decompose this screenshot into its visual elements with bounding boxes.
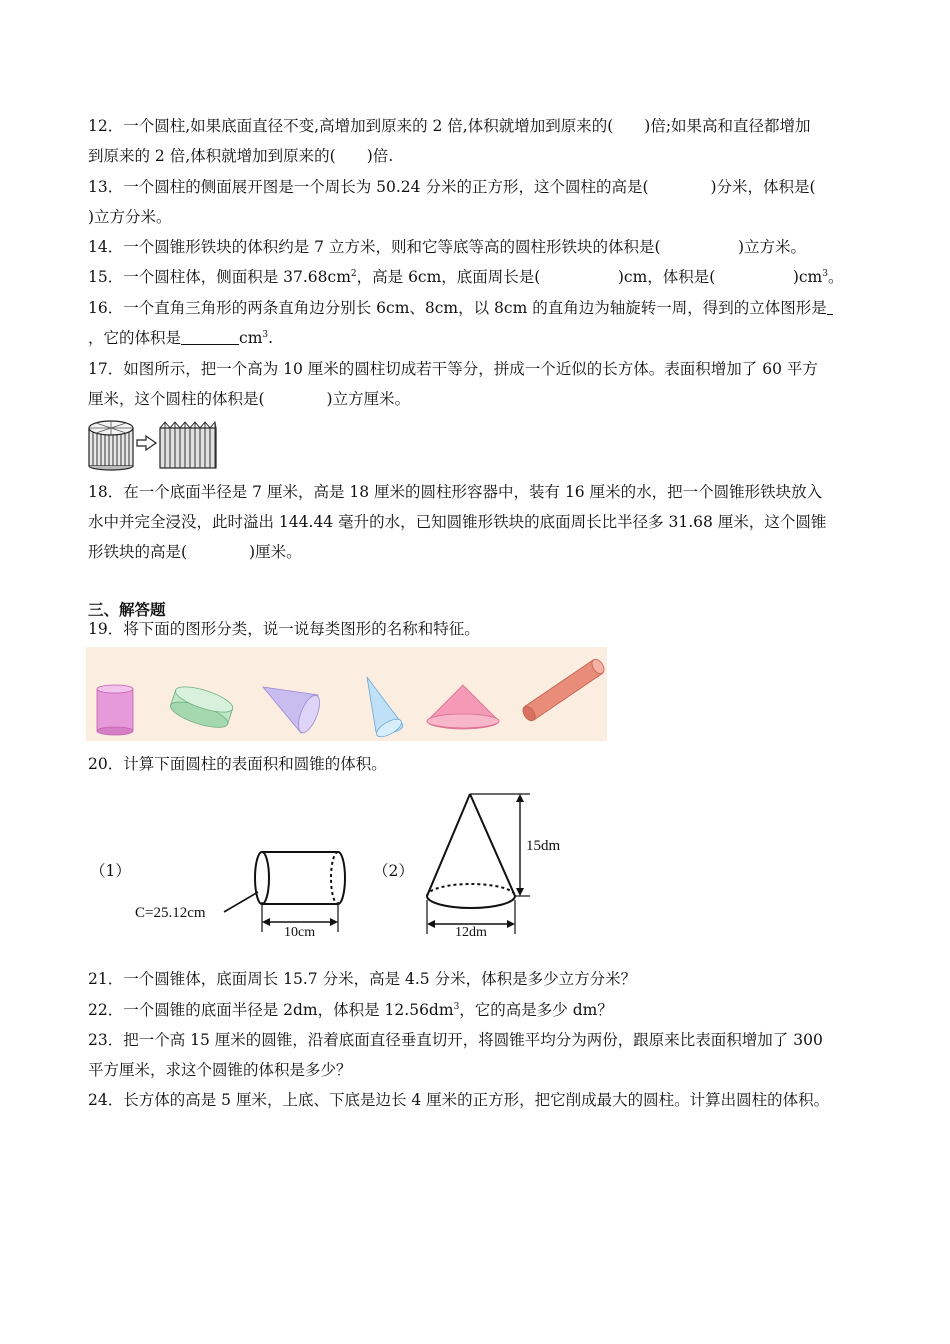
arrow-right-icon bbox=[137, 436, 156, 450]
sliced-cylinder-icon bbox=[89, 421, 133, 470]
cone-diagram bbox=[418, 788, 568, 943]
approximate-cuboid-icon bbox=[160, 422, 216, 468]
question-16-text: 16．一个直角三角形的两条直角边分别长 6cm、8cm，以 8cm 的直角边为轴旋转一周，得到的立体图形是 bbox=[88, 299, 827, 317]
cylinder-diagram bbox=[130, 840, 355, 945]
question-13-line-1: 13．一个圆柱的侧面展开图是一个周长为 50.24 分米的正方形，这个圆柱的高是( )分米，体积是( bbox=[88, 178, 816, 196]
shapes-panel bbox=[86, 647, 607, 741]
question-15-part-a: 15．一个圆柱体，侧面积是 37.68cm bbox=[88, 268, 351, 286]
question-16-line-1 bbox=[88, 298, 833, 318]
question-15 bbox=[88, 267, 844, 287]
superscript: 3 bbox=[453, 1002, 460, 1012]
question-18-line-3: 形铁块的高是( )厘米。 bbox=[88, 543, 302, 561]
question-19: 19．将下面的图形分类，说一说每类图形的名称和特征。 bbox=[88, 620, 480, 638]
superscript: 2 bbox=[350, 269, 357, 279]
question-23-line-1: 23．把一个高 15 厘米的圆锥，沿着底面直径垂直切开，将圆锥平均分为两份，跟原来比表面积增加了 300 bbox=[88, 1031, 823, 1049]
question-20: 20．计算下面圆柱的表面积和圆锥的体积。 bbox=[88, 755, 387, 773]
question-17-line-1: 17．如图所示，把一个高为 10 厘米的圆柱切成若干等分，拼成一个近似的长方体。表面积增加了 60 平方 bbox=[88, 360, 818, 378]
question-22-part-b: ，它的高是多少 dm？ bbox=[459, 1001, 613, 1019]
cone-diameter-label: 12dm bbox=[455, 925, 487, 940]
circumference-label: C=25.12cm bbox=[135, 905, 206, 921]
figure-label-2: （2） bbox=[373, 862, 414, 880]
cylinder-length-label: 10cm bbox=[284, 925, 316, 940]
shapes-panel-background bbox=[86, 647, 607, 741]
period: . bbox=[268, 329, 274, 347]
pink-cylinder-icon bbox=[97, 685, 133, 735]
question-16-line-2 bbox=[88, 328, 273, 348]
figure-label-1: （1） bbox=[90, 862, 131, 880]
section-heading: 三、解答题 bbox=[88, 600, 166, 619]
superscript: 3 bbox=[822, 269, 828, 279]
answer-blank bbox=[181, 330, 239, 345]
question-15-part-b: ，高是 6cm，底面周长是( )cm，体积是( )cm bbox=[356, 268, 823, 286]
question-17-line-2: 厘米，这个圆柱的体积是( )立方厘米。 bbox=[88, 390, 411, 408]
question-18-line-1: 18．在一个底面半径是 7 厘米，高是 18 厘米的圆柱形容器中，装有 16 厘米的水，把一个圆锥形铁块放入 bbox=[88, 483, 823, 501]
question-14: 14．一个圆锥形铁块的体积约是 7 立方米，则和它等底等高的圆柱形铁块的体积是( )立方米。 bbox=[88, 238, 807, 256]
question-12-line-1: 12．一个圆柱,如果底面直径不变,高增加到原来的 2 倍,体积就增加到原来的( )倍;如果高和直径都增加 bbox=[88, 117, 811, 135]
question-22-part-a: 22．一个圆锥的底面半径是 2dm，体积是 12.56dm bbox=[88, 1001, 454, 1019]
question-12-line-2: 到原来的 2 倍,体积就增加到原来的( )倍. bbox=[88, 147, 394, 165]
question-16-text-b: ，它的体积是 bbox=[88, 329, 182, 347]
question-21: 21．一个圆锥体，底面周长 15.7 分米，高是 4.5 分米，体积是多少立方分米？ bbox=[88, 970, 637, 988]
question-22 bbox=[88, 1000, 613, 1020]
question-18-line-2: 水中并完全浸没，此时溢出 144.44 毫升的水，已知圆锥形铁块的底面周长比半径多 31.68 厘米，这个圆锥 bbox=[88, 513, 827, 531]
cone-height-label: 15dm bbox=[526, 838, 561, 854]
superscript: 3 bbox=[262, 330, 269, 340]
cylinder-to-cuboid-figure bbox=[86, 418, 222, 472]
answer-blank bbox=[827, 300, 833, 315]
question-13-line-2: )立方分米。 bbox=[88, 208, 172, 226]
question-15-part-c: 。 bbox=[828, 268, 844, 286]
question-24: 24．长方体的高是 5 厘米，上底、下底是边长 4 厘米的正方形，把它削成最大的圆柱。计算出圆柱的体积。 bbox=[88, 1091, 830, 1109]
unit: cm bbox=[239, 329, 263, 347]
question-23-line-2: 平方厘米，求这个圆锥的体积是多少？ bbox=[88, 1061, 352, 1079]
